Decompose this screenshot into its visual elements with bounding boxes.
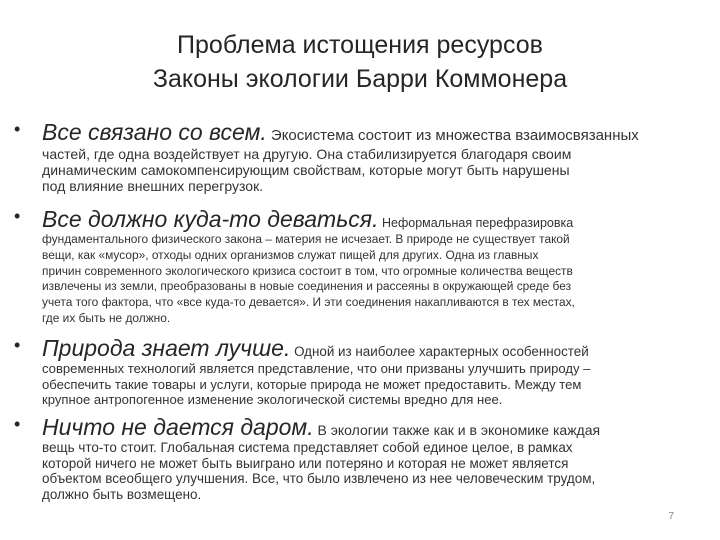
law-intro: Экосистема состоит из множества взаимосвязанных bbox=[266, 127, 639, 144]
law-text-line: частей, где одна воздействует на другую. Она стабилизируется благодаря своим bbox=[42, 146, 572, 162]
law-description bbox=[42, 440, 694, 503]
law-description bbox=[42, 361, 694, 408]
law-heading-period: . bbox=[372, 206, 379, 232]
page-number: 7 bbox=[668, 511, 674, 522]
bullet-icon: • bbox=[14, 119, 21, 139]
law-heading-period: . bbox=[283, 335, 291, 361]
bullet-icon: • bbox=[14, 414, 21, 434]
law-description bbox=[42, 146, 694, 195]
law-heading-period: . bbox=[307, 414, 314, 440]
law-text-line: объектом всеобщего улучшения. Все, что было извлечено из нее человеческим трудом, bbox=[42, 471, 596, 487]
law-heading: Ничто не дается даром bbox=[42, 414, 308, 440]
law-heading: Природа знает лучше bbox=[42, 335, 284, 361]
law-text-line: которой ничего не может быть выиграно или потеряно и которая не может является bbox=[42, 455, 569, 471]
law-text-line: динамическим самокомпенсирующим свойствам, которые могут быть нарушены bbox=[42, 162, 570, 179]
law-text-line: обеспечить такие товары и услуги, которые природа не может предоставить. Между тем bbox=[42, 376, 582, 392]
law-text-line: учета того фактора, что «все куда-то девается». И эти соединения накапливаются в тех местах, bbox=[42, 295, 575, 310]
bullet-icon: • bbox=[14, 206, 21, 226]
bullet-icon: • bbox=[14, 335, 21, 355]
law-text-line: причин современного экологического кризиса состоит в том, что огромные количества веществ bbox=[42, 263, 573, 278]
law-intro: Неформальная перефразировка bbox=[378, 216, 574, 230]
law-text-line: крупное антропогенное изменение экологической системы вредно для нее. bbox=[42, 392, 503, 407]
law-text-line: где их быть не должно. bbox=[42, 310, 171, 325]
law-text-line: под влияние внешних перегрузок. bbox=[42, 178, 264, 195]
law-text-line: вещи, как «мусор», отходы одних организмов служат пищей для других. Одна из главных bbox=[42, 247, 539, 262]
law-description bbox=[42, 232, 694, 327]
title-line-1: Проблема истощения ресурсов bbox=[177, 31, 543, 59]
law-heading: Все связано со всем bbox=[42, 119, 261, 145]
law-heading: Все должно куда-то деваться bbox=[42, 206, 373, 232]
law-text-line: фундаментального физического закона – материя не исчезает. В природе не существует такой bbox=[42, 232, 570, 246]
law-text-line: современных технологий является представление, что они призваны улучшить природу – bbox=[42, 361, 591, 376]
law-text-line: должно быть возмещено. bbox=[42, 487, 202, 503]
law-heading-period: . bbox=[260, 119, 267, 145]
title-line-2: Законы экологии Барри Коммонера bbox=[152, 65, 568, 93]
law-intro: В экологии также как и в экономике каждая bbox=[313, 422, 601, 438]
law-text-line: вещь что-то стоит. Глобальная система представляет собой единое целое, в рамках bbox=[42, 440, 573, 455]
law-text-line: извлечены из земли, преобразованы в новые соединения и рассеяны в окружающей среде без bbox=[42, 279, 572, 294]
law-intro: Одной из наиболее характерных особенностей bbox=[290, 344, 589, 359]
slide-title bbox=[40, 28, 680, 96]
